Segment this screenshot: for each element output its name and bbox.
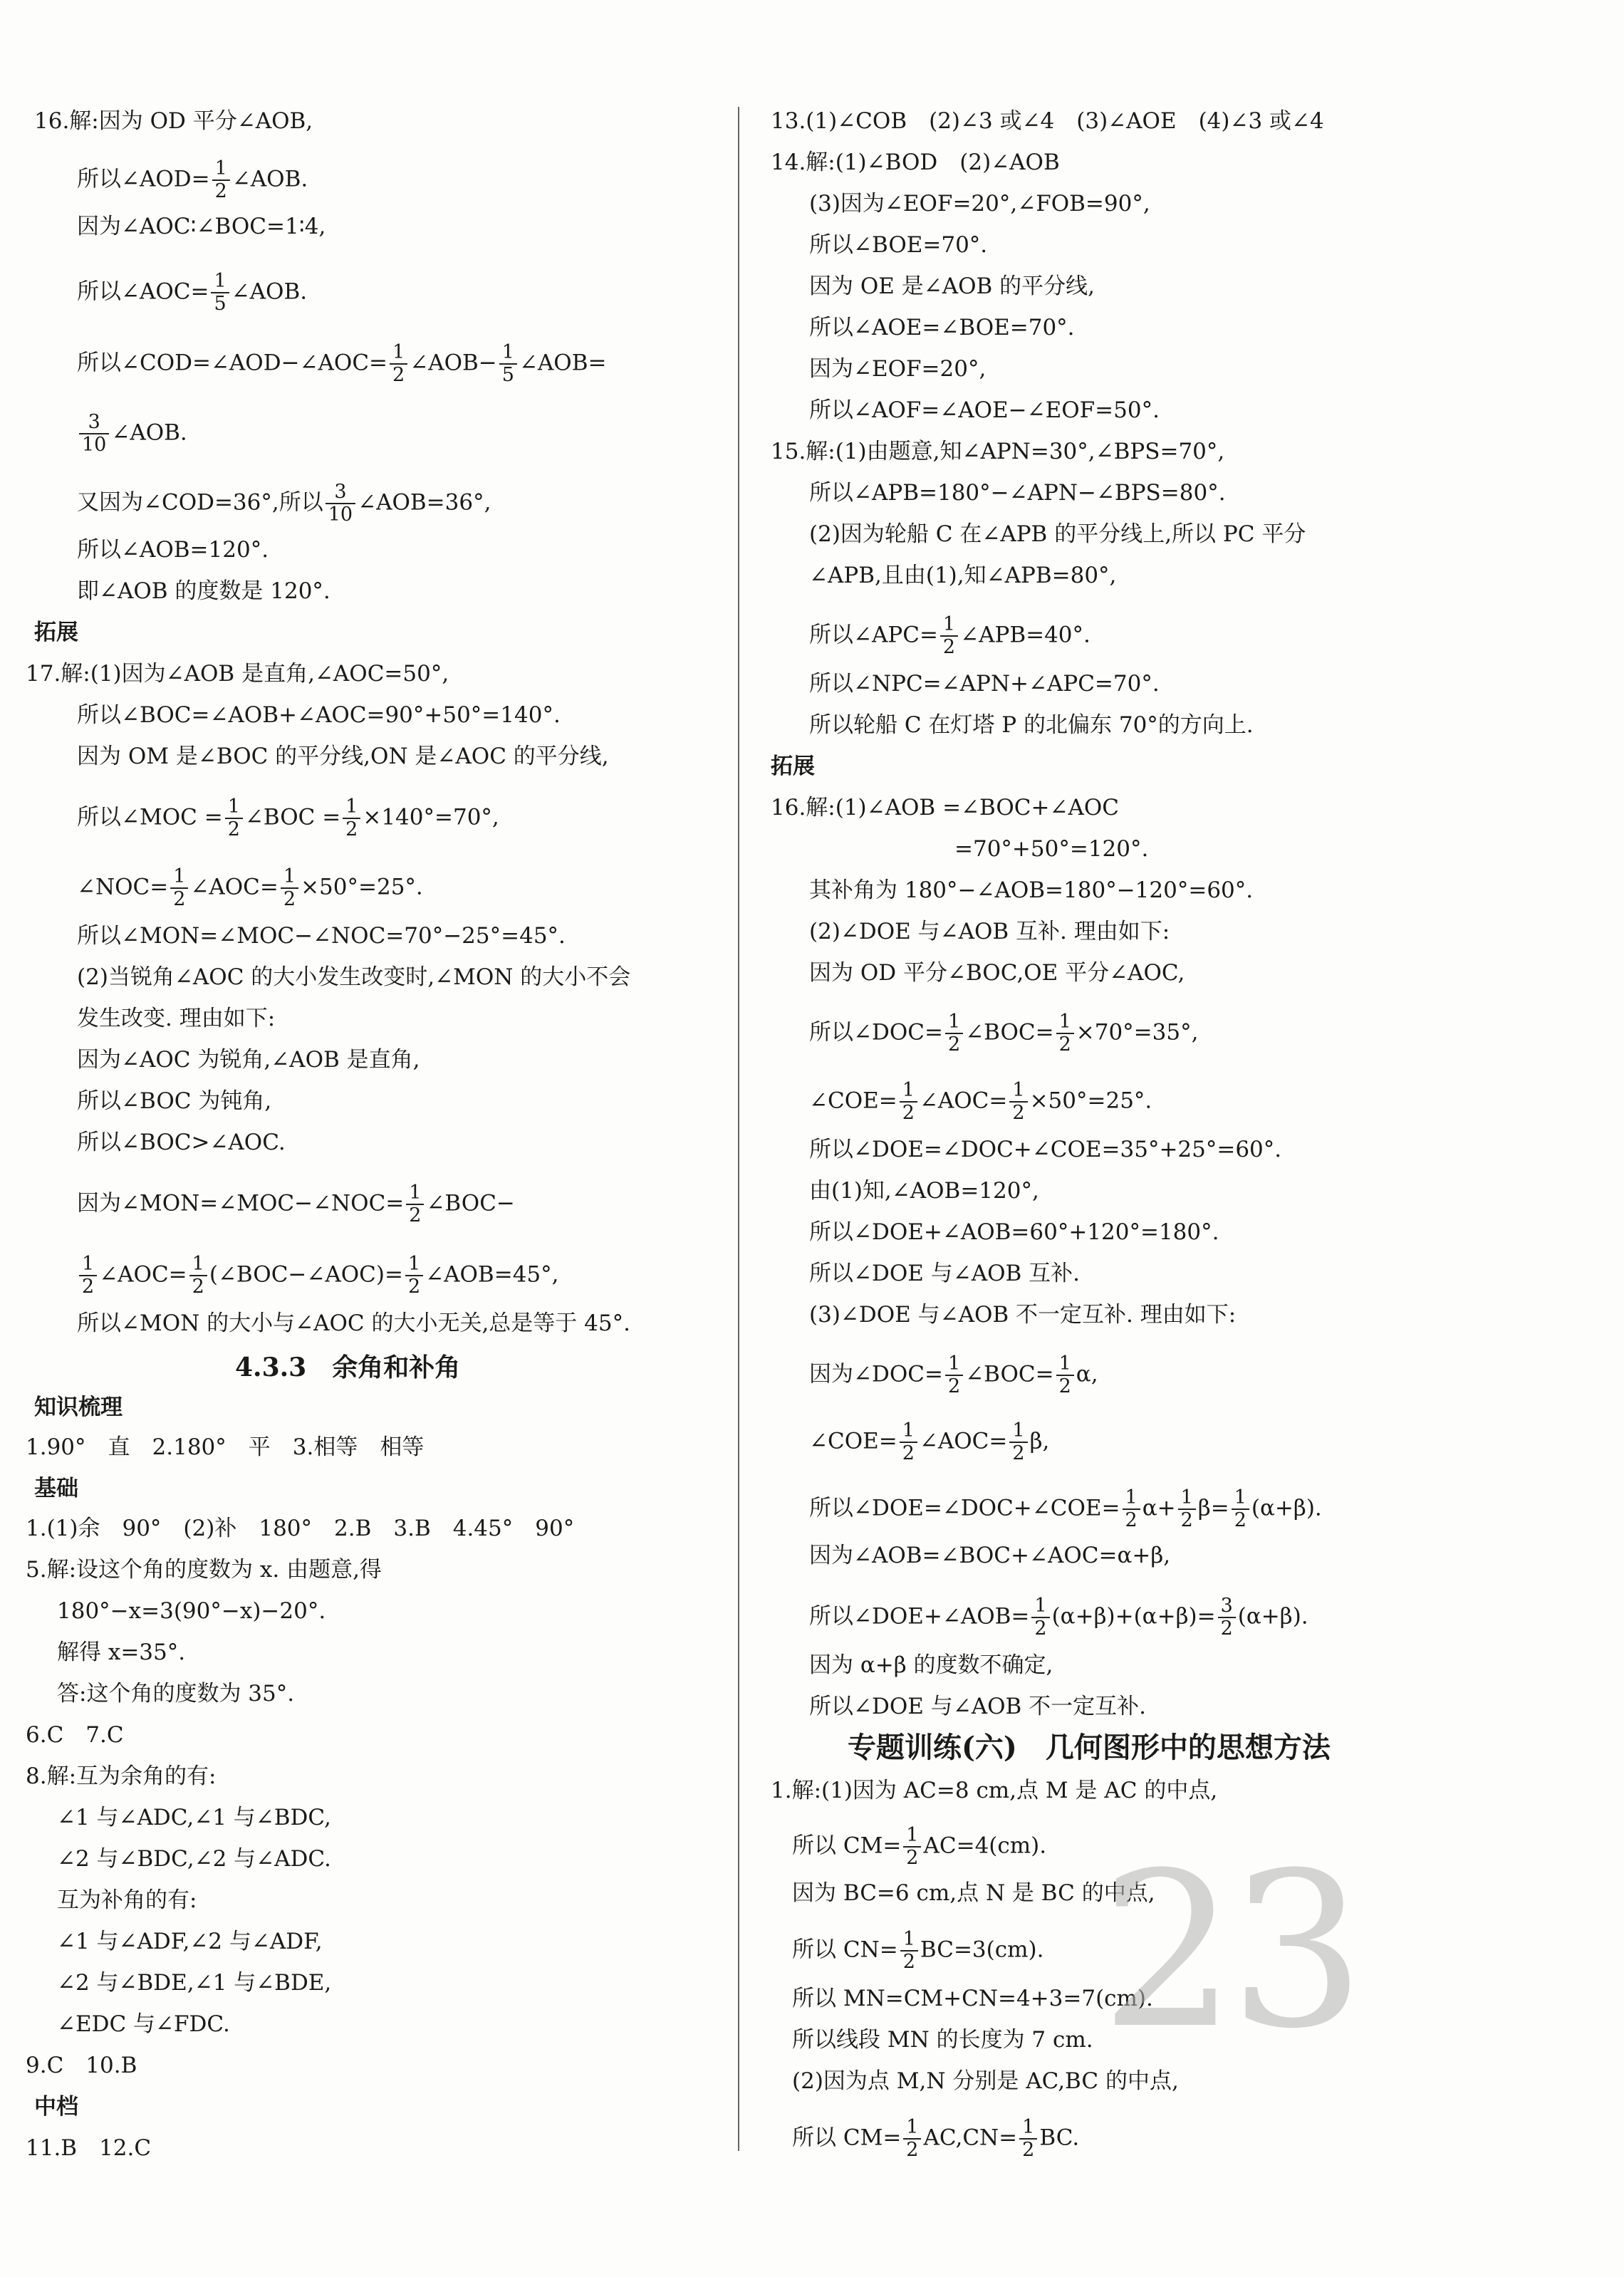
line: 因为 BC=6 cm,点 N 是 BC 的中点, bbox=[792, 1880, 1155, 1906]
fraction: $\frac{1}{2}$ bbox=[1123, 1487, 1140, 1531]
fraction: $\frac{1}{2}$ bbox=[945, 1011, 963, 1056]
line: (2)∠DOE 与∠AOB 互补. 理由如下: bbox=[809, 919, 1170, 944]
line: ∠2 与∠BDE,∠1 与∠BDE, bbox=[57, 1970, 332, 1996]
line: 所以∠BOE=70°. bbox=[809, 232, 988, 258]
line: 9.C 10.B bbox=[26, 2053, 137, 2078]
line: =70°+50°=120°. bbox=[954, 836, 1149, 862]
line: 所以∠NPC=∠APN+∠APC=70°. bbox=[809, 671, 1160, 697]
fraction: $\frac{1}{2}$ bbox=[940, 614, 958, 658]
fraction: $\frac{1}{2}$ bbox=[945, 1353, 963, 1397]
line: 所以∠DOE 与∠AOB 不一定互补. bbox=[809, 1694, 1146, 1719]
line: 解得 x=35°. bbox=[57, 1640, 186, 1665]
fraction: $\frac{3}{10}$ bbox=[326, 481, 355, 526]
line: 因为∠AOC∶∠BOC=1∶4, bbox=[77, 214, 326, 239]
fraction: $\frac{1}{2}$ bbox=[900, 1929, 918, 1973]
fraction: $\frac{1}{2}$ bbox=[390, 342, 407, 386]
line: 所以∠AOF=∠AOE−∠EOF=50°. bbox=[809, 397, 1160, 423]
line: 因为∠DOC= $\frac{1}{2}$ ∠BOC= $\frac{1}{2}$ α, bbox=[809, 1353, 1098, 1397]
line: 因为∠MON=∠MOC−∠NOC= $\frac{1}{2}$ ∠BOC− bbox=[77, 1182, 515, 1226]
line: ∠COE= $\frac{1}{2}$ ∠AOC= $\frac{1}{2}$ β, bbox=[809, 1419, 1050, 1464]
line: 17.解:(1)因为∠AOB 是直角,∠AOC=50°, bbox=[26, 661, 449, 687]
line: 所以∠DOE+∠AOB=60°+120°=180°. bbox=[809, 1219, 1219, 1245]
line: 因为 OE 是∠AOB 的平分线, bbox=[809, 273, 1095, 299]
line: 又因为∠COD=36°,所以 $\frac{3}{10}$ ∠AOB=36°, bbox=[77, 481, 491, 526]
fraction: $\frac{1}{2}$ bbox=[900, 1080, 917, 1124]
section-title: 4.3.3 余角和补角 bbox=[235, 1353, 461, 1382]
line: 所以∠AOD= $\frac{1}{2}$ ∠AOB. bbox=[77, 157, 308, 202]
line: 所以 CM= $\frac{1}{2}$ AC=4(cm). bbox=[792, 1824, 1047, 1869]
fraction: $\frac{3}{10}$ bbox=[79, 412, 109, 456]
fraction: $\frac{1}{2}$ bbox=[1019, 2117, 1037, 2161]
line: 因为∠EOF=20°, bbox=[809, 356, 987, 382]
line: 因为∠AOC 为锐角,∠AOB 是直角, bbox=[77, 1047, 420, 1073]
line: ∠EDC 与∠FDC. bbox=[57, 2011, 230, 2037]
line: 即∠AOB 的度数是 120°. bbox=[77, 578, 330, 604]
fraction: $\frac{1}{5}$ bbox=[211, 271, 229, 315]
line: 答:这个角的度数为 35°. bbox=[57, 1681, 295, 1707]
line: 所以∠AOE=∠BOE=70°. bbox=[809, 315, 1075, 340]
fraction: $\frac{1}{2}$ bbox=[1178, 1487, 1196, 1531]
line: $\frac{1}{2}$ ∠AOC= $\frac{1}{2}$ (∠BOC−∠AOC)= $\frac{1}{2}$ ∠AOB=45°, bbox=[77, 1254, 559, 1298]
fraction: $\frac{1}{2}$ bbox=[170, 866, 188, 910]
section-heading: 中档 bbox=[34, 2094, 78, 2120]
fraction: $\frac{1}{2}$ bbox=[1009, 1420, 1027, 1464]
line: 所以 CM= $\frac{1}{2}$ AC,CN= $\frac{1}{2}$ BC. bbox=[792, 2116, 1080, 2161]
line: 11.B 12.C bbox=[26, 2135, 152, 2161]
fraction: $\frac{1}{2}$ bbox=[1232, 1487, 1249, 1531]
section-heading: 知识梳理 bbox=[34, 1395, 123, 1420]
fraction: $\frac{1}{2}$ bbox=[189, 1254, 207, 1298]
line: 所以∠DOE=∠DOC+∠COE=35°+25°=60°. bbox=[809, 1137, 1282, 1162]
line: 1.解:(1)因为 AC=8 cm,点 M 是 AC 的中点, bbox=[771, 1778, 1218, 1803]
fraction: $\frac{1}{2}$ bbox=[903, 2117, 921, 2161]
line: 互为补角的有: bbox=[57, 1887, 197, 1913]
fraction: $\frac{1}{5}$ bbox=[499, 342, 517, 386]
line: 13.(1)∠COB (2)∠3 或∠4 (3)∠AOE (4)∠3 或∠4 bbox=[771, 108, 1324, 134]
line: 所以∠COD=∠AOD−∠AOC= $\frac{1}{2}$ ∠AOB− $\frac{1}{5}$ ∠AOB= bbox=[77, 341, 607, 386]
line: 15.解:(1)由题意,知∠APN=30°,∠BPS=70°, bbox=[771, 439, 1225, 464]
line: 所以∠DOE=∠DOC+∠COE= $\frac{1}{2}$ α+ $\frac{1}{2}$ β= $\frac{1}{2}$ (α+β). bbox=[809, 1486, 1322, 1531]
fraction: $\frac{1}{2}$ bbox=[225, 796, 243, 840]
line: 14.解:(1)∠BOD (2)∠AOB bbox=[771, 150, 1060, 175]
line: 所以∠MON 的大小与∠AOC 的大小无关,总是等于 45°. bbox=[77, 1311, 630, 1336]
line: 6.C 7.C bbox=[26, 1722, 124, 1748]
fraction: $\frac{1}{2}$ bbox=[1056, 1011, 1074, 1056]
line: 8.解:互为余角的有: bbox=[26, 1763, 217, 1789]
line: 1.(1)余 90° (2)补 180° 2.B 3.B 4.45° 90° bbox=[26, 1516, 575, 1541]
line: 所以 MN=CM+CN=4+3=7(cm). bbox=[792, 1986, 1153, 2011]
line: 所以∠BOC>∠AOC. bbox=[77, 1130, 286, 1155]
fraction: $\frac{1}{2}$ bbox=[900, 1420, 917, 1464]
line: (3)∠DOE 与∠AOB 不一定互补. 理由如下: bbox=[809, 1302, 1237, 1328]
fraction: $\frac{1}{2}$ bbox=[1009, 1080, 1027, 1124]
line: 16.解:(1)∠AOB =∠BOC+∠AOC bbox=[771, 795, 1119, 820]
line: 所以∠DOE+∠AOB= $\frac{1}{2}$ (α+β)+(α+β)= $\frac{3}{2}$ (α+β). bbox=[809, 1595, 1308, 1640]
line: ∠2 与∠BDC,∠2 与∠ADC. bbox=[57, 1846, 331, 1872]
fraction: $\frac{1}{2}$ bbox=[343, 796, 360, 840]
line: (3)因为∠EOF=20°,∠FOB=90°, bbox=[809, 191, 1150, 217]
line: ∠1 与∠ADC,∠1 与∠BDC, bbox=[57, 1805, 331, 1830]
fraction: $\frac{1}{2}$ bbox=[1031, 1595, 1049, 1640]
line: 因为 OD 平分∠BOC,OE 平分∠AOC, bbox=[809, 960, 1185, 986]
line: $\frac{3}{10}$ ∠AOB. bbox=[77, 412, 187, 456]
line: 因为 OM 是∠BOC 的平分线,ON 是∠AOC 的平分线, bbox=[77, 744, 609, 769]
line: 所以∠MOC = $\frac{1}{2}$ ∠BOC = $\frac{1}{2}$ ×140°=70°, bbox=[77, 796, 499, 840]
line: 5.解:设这个角的度数为 x. 由题意,得 bbox=[26, 1557, 382, 1583]
section-heading: 拓展 bbox=[34, 620, 78, 645]
line: 因为 α+β 的度数不确定, bbox=[809, 1652, 1053, 1678]
line: 1.90° 直 2.180° 平 3.相等 相等 bbox=[26, 1434, 425, 1460]
line: 所以∠AOB=120°. bbox=[77, 537, 269, 563]
section-heading: 基础 bbox=[34, 1476, 78, 1501]
fraction: $\frac{1}{2}$ bbox=[406, 1182, 424, 1226]
line: 所以∠APC= $\frac{1}{2}$ ∠APB=40°. bbox=[809, 613, 1091, 658]
line: ∠APB,且由(1),知∠APB=80°, bbox=[809, 563, 1117, 588]
fraction: $\frac{1}{2}$ bbox=[212, 158, 230, 202]
line: 其补角为 180°−∠AOB=180°−120°=60°. bbox=[809, 877, 1254, 903]
topic-title: 专题训练(六) 几何图形中的思想方法 bbox=[848, 1731, 1331, 1764]
page-number-watermark: 23 bbox=[1100, 1827, 1358, 2075]
line: 发生改变. 理由如下: bbox=[77, 1006, 276, 1031]
line: 所以线段 MN 的长度为 7 cm. bbox=[792, 2027, 1093, 2053]
line: 16.解:因为 OD 平分∠AOB, bbox=[34, 108, 313, 134]
fraction: $\frac{1}{2}$ bbox=[903, 1825, 921, 1869]
line: (2)因为点 M,N 分别是 AC,BC 的中点, bbox=[792, 2068, 1179, 2094]
line: (2)当锐角∠AOC 的大小发生改变时,∠MON 的大小不会 bbox=[77, 964, 631, 990]
column-divider bbox=[738, 107, 739, 2151]
line: 所以∠BOC 为钝角, bbox=[77, 1088, 272, 1114]
line: 由(1)知,∠AOB=120°, bbox=[809, 1178, 1039, 1204]
line: 因为∠AOB=∠BOC+∠AOC=α+β, bbox=[809, 1543, 1171, 1568]
fraction: $\frac{3}{2}$ bbox=[1218, 1595, 1236, 1640]
line: (2)因为轮船 C 在∠APB 的平分线上,所以 PC 平分 bbox=[809, 521, 1306, 547]
fraction: $\frac{1}{2}$ bbox=[1056, 1353, 1074, 1397]
fraction: $\frac{1}{2}$ bbox=[405, 1254, 423, 1298]
line: 所以轮船 C 在灯塔 P 的北偏东 70°的方向上. bbox=[809, 712, 1254, 738]
line: ∠NOC= $\frac{1}{2}$ ∠AOC= $\frac{1}{2}$ ×50°=25°. bbox=[77, 865, 423, 910]
line: 所以∠MON=∠MOC−∠NOC=70°−25°=45°. bbox=[77, 923, 566, 949]
line: 所以∠DOC= $\frac{1}{2}$ ∠BOC= $\frac{1}{2}$ ×70°=35°, bbox=[809, 1011, 1199, 1056]
line: 所以∠DOE 与∠AOB 互补. bbox=[809, 1261, 1080, 1286]
line: 所以 CN= $\frac{1}{2}$ BC=3(cm). bbox=[792, 1928, 1044, 1973]
fraction: $\frac{1}{2}$ bbox=[281, 866, 298, 910]
section-heading: 拓展 bbox=[771, 754, 815, 779]
line: 所以∠BOC=∠AOB+∠AOC=90°+50°=140°. bbox=[77, 702, 561, 728]
line: 所以∠AOC= $\frac{1}{5}$ ∠AOB. bbox=[77, 270, 308, 315]
line: ∠1 与∠ADF,∠2 与∠ADF, bbox=[57, 1929, 323, 1954]
line: 所以∠APB=180°−∠APN−∠BPS=80°. bbox=[809, 480, 1226, 506]
line: 180°−x=3(90°−x)−20°. bbox=[57, 1598, 326, 1624]
line: ∠COE= $\frac{1}{2}$ ∠AOC= $\frac{1}{2}$ ×50°=25°. bbox=[809, 1079, 1152, 1124]
fraction: $\frac{1}{2}$ bbox=[79, 1254, 97, 1298]
